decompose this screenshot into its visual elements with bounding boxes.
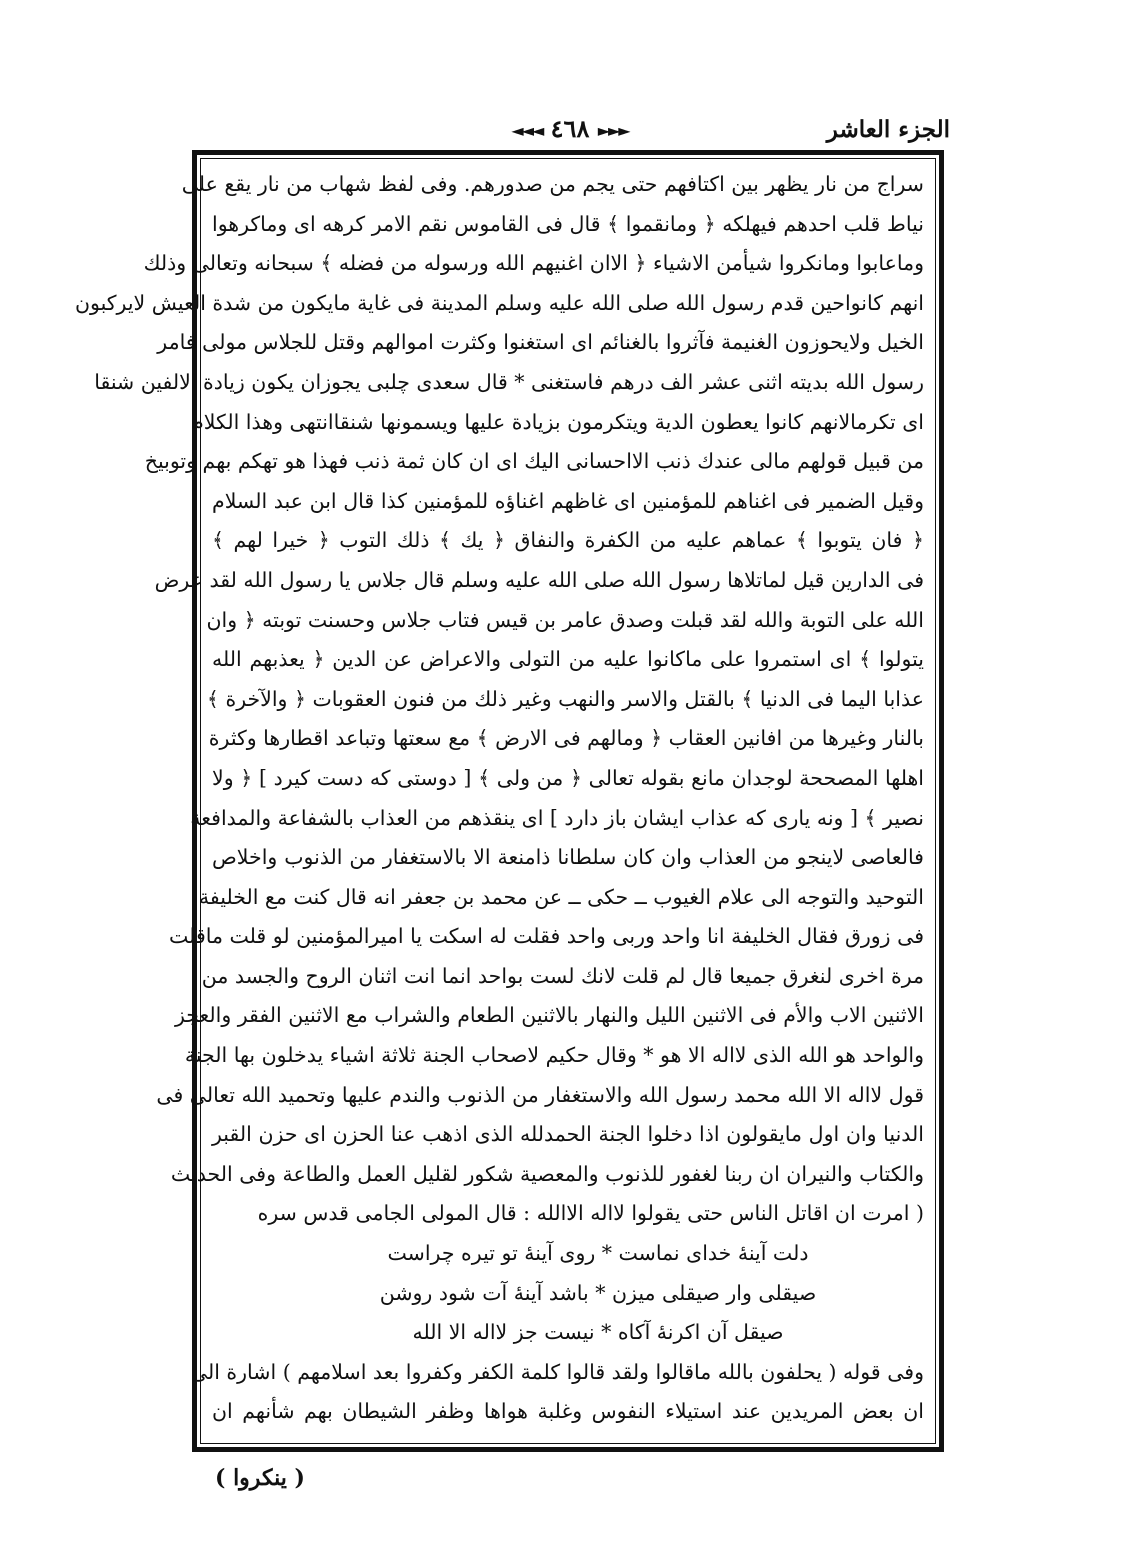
- text-line: الخيل ولايحوزون الغنيمة فآثروا بالغنائم اى استغنوا وكثرت اموالهم وقتل للجلاس مولى فامر: [157, 330, 924, 355]
- text-line: والكتاب والنيران ان ربنا لغفور للذنوب والمعصية شكور لقليل العمل والطاعة وفى الحديث: [170, 1161, 924, 1186]
- text-line: يتولوا ﴾ اى استمروا على ماكانوا عليه من التولى والاعراض عن الدين ﴿ يعذبهم الله: [212, 647, 924, 672]
- volume-title: الجزء العاشر: [826, 116, 950, 143]
- text-line: نياط قلب احدهم فيهلكه ﴿ ومانقموا ﴾ قال فى القاموس نقم الامر كرهه اى وماكرهوا: [212, 211, 924, 236]
- text-line: وفى قوله ( يحلفون بالله ماقالوا ولقد قالوا كلمة الكفر وكفروا بعد اسلامهم ) اشارة الى: [190, 1359, 924, 1384]
- text-line: الاثنين الاب والأم فى الاثنين الليل والنهار بالاثنين الطعام والشراب مع الاثنين الفقر والعجز: [174, 1003, 924, 1028]
- ornament-right: ►►►: [597, 121, 629, 140]
- text-line: عذابا اليما فى الدنيا ﴾ بالقتل والاسر والنهب وغير ذلك من فنون العقوبات ﴿ والآخرة ﴾: [206, 686, 924, 711]
- text-line: الله على التوبة والله لقد قبلت وصدق عامر بن قيس فتاب جلاس وحسنت توبته ﴿ وان: [206, 607, 924, 632]
- text-line: والواحد هو الله الذى لااله الا هو * وقال حكيم لاصحاب الجنة ثلاثة اشياء يدخلون بها الجنة: [184, 1043, 924, 1068]
- text-line: ( امرت ان اقاتل الناس حتى يقولوا لااله الاالله : قال المولى الجامى قدس سره: [257, 1201, 924, 1226]
- text-line: وماعابوا ومانكروا شيأمن الاشياء ﴿ الاان اغنيهم الله ورسوله من فضله ﴾ سبحانه وتعالى وذلك: [143, 251, 924, 276]
- verse-line: صيقلى وار صيقلى ميزن * باشد آينهٔ آت شود روشن: [379, 1280, 817, 1305]
- text-line: نصير ﴾ [ ونه يارى كه عذاب ايشان باز دارد ] اى ينقذهم من العذاب بالشفاعة والمدافعة: [190, 805, 924, 830]
- text-line: بالنار وغيرها من افانين العقاب ﴿ ومالهم فى الارض ﴾ مع سعتها وتباعد اقطارها وكثرة: [208, 726, 924, 751]
- ornament-left: ◄◄◄: [511, 121, 543, 140]
- text-line: اى تكرمالانهم كانوا يعطون الدية ويتكرمون بزيادة عليها ويسمونها شنقاانتهى وهذا الكلام: [191, 409, 924, 434]
- text-line: اهلها المصححة لوجدان مانع بقوله تعالى ﴿ من ولى ﴾ [ دوستى كه دست كيرد ] ﴿ ولا: [212, 765, 924, 790]
- text-line: من قبيل قولهم مالى عندك ذنب الااحسانى اليك اى ان كان ثمة ذنب فهذا هو تهكم بهم وتوبيخ: [144, 449, 924, 474]
- text-line: رسول الله بديته اثنى عشر الف درهم فاستغنى * قال سعدى چلبى يجوزان يكون زيادة الالفين شنقا: [94, 369, 924, 394]
- catchword: ( ينكروا ): [215, 1465, 305, 1491]
- text-line: ان بعض المريدين عند استيلاء النفوس وغلبة هواها وظفر الشيطان بهم شأنهم ان: [212, 1399, 924, 1424]
- page-header: [190, 112, 950, 152]
- text-line: فالعاصى لاينجو من العذاب وان كان سلطانا ذامنعة الا بالاستغفار من الذنوب واخلاص: [212, 845, 924, 870]
- text-line: ﴿ فان يتوبوا ﴾ عماهم عليه من الكفرة والنفاق ﴿ يك ﴾ ذلك التوب ﴿ خيرا لهم ﴾: [212, 528, 924, 553]
- text-line: قول لااله الا الله محمد رسول الله والاستغفار من الذنوب والندم عليها وتحميد الله تعالى فى: [156, 1082, 924, 1107]
- page-number: ٤٦٨: [550, 114, 590, 143]
- text-line: الدنيا وان اول مايقولون اذا دخلوا الجنة الحمدلله الذى اذهب عنا الحزن اى حزن القبر: [212, 1122, 924, 1147]
- text-line: فى الدارين قيل لماتلاها رسول الله صلى الله عليه وسلم قال جلاس يا رسول الله لقد عرض: [154, 567, 924, 592]
- text-line: وقيل الضمير فى اغناهم للمؤمنين اى غاظهم اغناؤه للمؤمنين كذا قال ابن عبد السلام: [212, 488, 924, 513]
- verse-line: دلت آينهٔ خداى نماست * روى آينهٔ تو تيره چراست: [387, 1241, 809, 1266]
- text-line: فى زورق فقال الخليفة انا واحد وربى واحد فقلت له اسكت يا اميرالمؤمنين لو قلت ماقلت: [169, 924, 924, 949]
- verse-line: صيقل آن اكرنهٔ آكاه * نيست جز لااله الا الله: [412, 1320, 784, 1345]
- text-line: التوحيد والتوجه الى علام الغيوب ــ حكى ــ عن محمد بن جعفر انه قال كنت مع الخليفة: [198, 884, 924, 909]
- text-body: [74, 165, 924, 1432]
- page-number-block: [511, 114, 628, 143]
- text-line: انهم كانواحين قدم رسول الله صلى الله عليه وسلم المدينة فى غاية مايكون من شدة العيش لايركبون: [74, 290, 924, 315]
- text-line: سراج من نار يظهر بين اكتافهم حتى يجم من صدورهم. وفى لفظ شهاب من نار يقع على: [181, 172, 924, 196]
- text-line: مرة اخرى لنغرق جميعا قال لم قلت لانك لست بواحد انما انت اثنان الروح والجسد من: [201, 963, 924, 988]
